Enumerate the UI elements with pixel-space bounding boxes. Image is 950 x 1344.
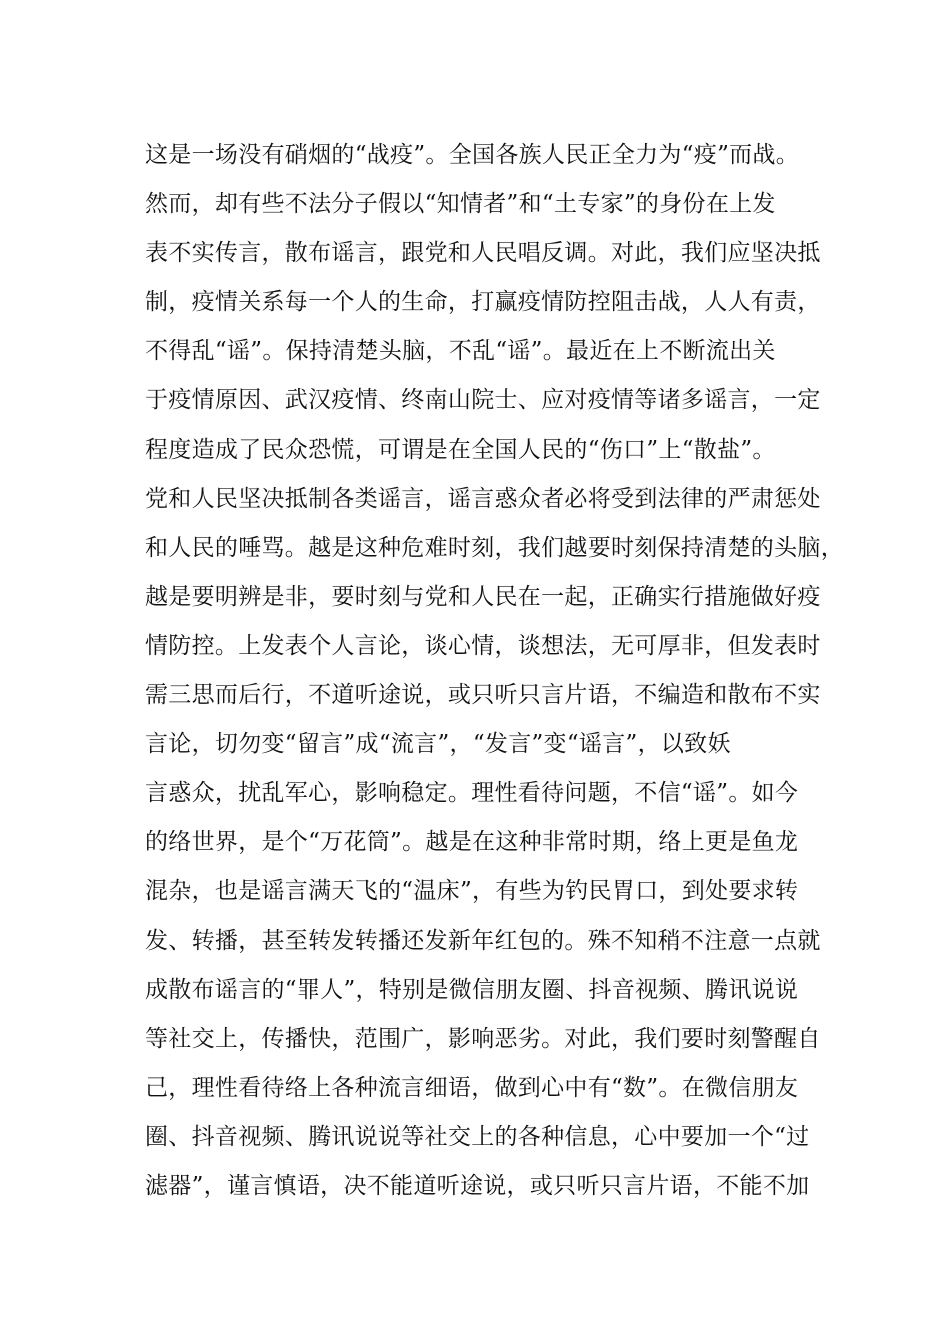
text-line: 程度造成了民众恐慌，可谓是在全国人民的“伤口”上“散盐”。 bbox=[145, 436, 776, 463]
text-line: 等社交上，传播快，范围广，影响恶劣。对此，我们要时刻警醒自 bbox=[145, 1025, 821, 1052]
text-line: 党和人民坚决抵制各类谣言，谣言惑众者必将受到法律的严肃惩处 bbox=[145, 485, 821, 512]
text-line: 成散布谣言的“罪人”，特别是微信朋友圈、抖音视频、腾讯说说 bbox=[145, 976, 799, 1003]
body-text bbox=[145, 131, 845, 1211]
text-line: 言论，切勿变“留言”成“流言”，“发言”变“谣言”，以致妖 bbox=[145, 731, 731, 758]
text-line: 越是要明辨是非，要时刻与党和人民在一起，正确实行措施做好疫 bbox=[145, 583, 821, 610]
text-line: 不得乱“谣”。保持清楚头脑，不乱“谣”。最近在上不断流出关 bbox=[145, 338, 776, 365]
text-line: 然而，却有些不法分子假以“知情者”和“土专家”的身份在上发 bbox=[145, 191, 776, 218]
text-line: 情防控。上发表个人言论，谈心情，谈想法，无可厚非，但发表时 bbox=[145, 632, 821, 659]
text-line: 发、转播，甚至转发转播还发新年红包的。殊不知稍不注意一点就 bbox=[145, 927, 821, 954]
text-line: 言惑众，扰乱军心，影响稳定。理性看待问题，不信“谣”。如今 bbox=[145, 780, 799, 807]
text-line: 滤器”，谨言慎语，决不能道听途说，或只听只言片语，不能不加 bbox=[145, 1172, 810, 1199]
text-line: 表不实传言，散布谣言，跟党和人民唱反调。对此，我们应坚决抵 bbox=[145, 240, 821, 267]
text-line: 制，疫情关系每一个人的生命，打赢疫情防控阻击战，人人有责， bbox=[145, 289, 821, 316]
text-line: 这是一场没有硝烟的“战疫”。全国各族人民正全力为“疫”而战。 bbox=[145, 142, 800, 168]
text-line: 己，理性看待络上各种流言细语，做到心中有“数”。在微信朋友 bbox=[145, 1074, 799, 1101]
text-line: 于疫情原因、武汉疫情、终南山院士、应对疫情等诸多谣言，一定 bbox=[145, 387, 821, 414]
text-line: 的络世界，是个“万花筒”。越是在这种非常时期，络上更是鱼龙 bbox=[145, 829, 799, 856]
text-line: 混杂，也是谣言满天飞的“温床”，有些为钓民胃口，到处要求转 bbox=[145, 878, 799, 905]
text-line: 需三思而后行，不道听途说，或只听只言片语，不编造和散布不实 bbox=[145, 682, 821, 709]
text-line: 圈、抖音视频、腾讯说说等社交上的各种信息，心中要加一个“过 bbox=[145, 1123, 810, 1150]
text-line: 和人民的唾骂。越是这种危难时刻，我们越要时刻保持清楚的头脑， bbox=[145, 534, 844, 561]
